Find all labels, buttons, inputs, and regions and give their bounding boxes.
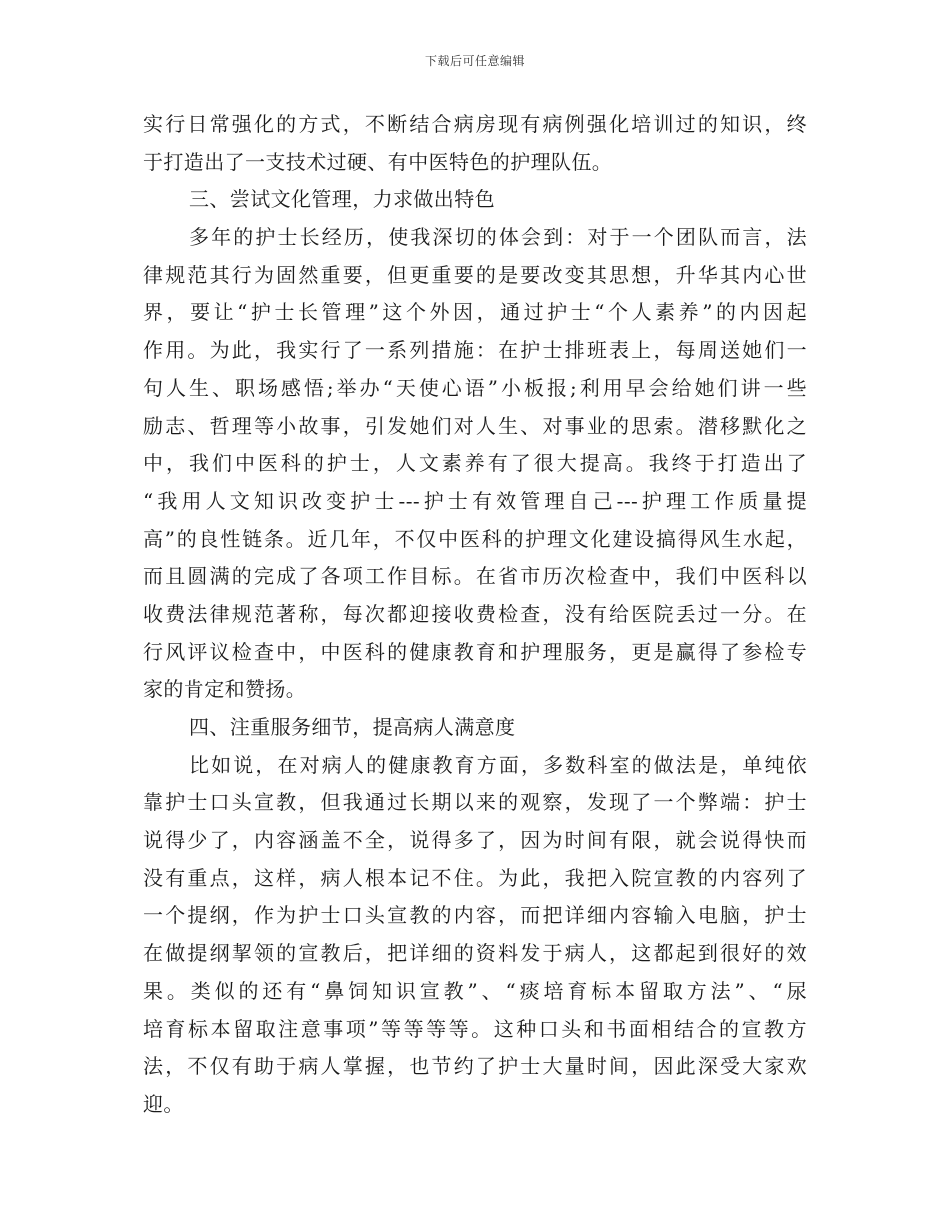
text-line: 法，不仅有助于病人掌握，也节约了护士大量时间，因此深受大家欢 [143,1054,807,1079]
text-line: 作用。为此，我实行了一系列措施：在护士排班表上，每周送她们一 [143,338,807,363]
text-line: 一个提纲，作为护士口头宣教的内容，而把详细内容输入电脑，护士 [143,903,807,928]
text-line: 句人生、职场感悟;举办“天使心语”小板报;利用早会给她们讲一些 [143,375,807,400]
text-line: 比如说，在对病人的健康教育方面，多数科室的做法是，单纯依 [189,752,807,777]
text-line: 高”的良性链条。近几年，不仅中医科的护理文化建设搞得风生水起， [143,526,807,551]
text-line: 家的肯定和赞扬。 [143,677,307,702]
text-line: 培育标本留取注意事项”等等等等。这种口头和书面相结合的宣教方 [143,1016,807,1041]
text-line: 三、尝试文化管理，力求做出特色 [189,187,495,212]
text-line: 迎。 [143,1091,184,1116]
text-line: 说得少了，内容涵盖不全，说得多了，因为时间有限，就会说得快而 [143,828,807,853]
text-line: “我用人文知识改变护士---护士有效管理自己---护理工作质量提 [143,488,807,513]
text-line: 实行日常强化的方式，不断结合病房现有病例强化培训过的知识，终 [143,112,807,136]
text-line: 靠护士口头宣教，但我通过长期以来的观察，发现了一个弊端：护士 [143,790,807,815]
text-line: 四、注重服务细节，提高病人满意度 [189,715,516,739]
text-line: 没有重点，这样，病人根本记不住。为此，我把入院宣教的内容列了 [143,865,807,890]
document-body [143,106,807,1124]
text-line: 于打造出了一支技术过硬、有中医特色的护理队伍。 [143,149,613,174]
text-line: 果。类似的还有“鼻饲知识宣教”、“痰培育标本留取方法”、“尿 [143,978,807,1003]
page-header: 下载后可任意编辑 [424,54,525,68]
text-line: 中，我们中医科的护士，人文素养有了很大提高。我终于打造出了 [143,451,807,476]
text-line: 励志、哲理等小故事，引发她们对人生、对事业的思索。潜移默化之 [143,413,807,438]
text-line: 而且圆满的完成了各项工作目标。在省市历次检查中，我们中医科以 [143,564,807,589]
text-line: 多年的护士长经历，使我深切的体会到：对于一个团队而言，法 [189,225,807,250]
text-line: 界，要让“护士长管理”这个外因，通过护士“个人素养”的内因起 [143,300,807,325]
text-line: 在做提纲挈领的宣教后，把详细的资料发于病人，这都起到很好的效 [143,941,807,966]
text-line: 行风评议检查中，中医科的健康教育和护理服务，更是赢得了参检专 [143,639,807,664]
text-line: 律规范其行为固然重要，但更重要的是要改变其思想，升华其内心世 [143,262,807,287]
text-line: 收费法律规范著称，每次都迎接收费检查，没有给医院丢过一分。在 [143,601,807,626]
